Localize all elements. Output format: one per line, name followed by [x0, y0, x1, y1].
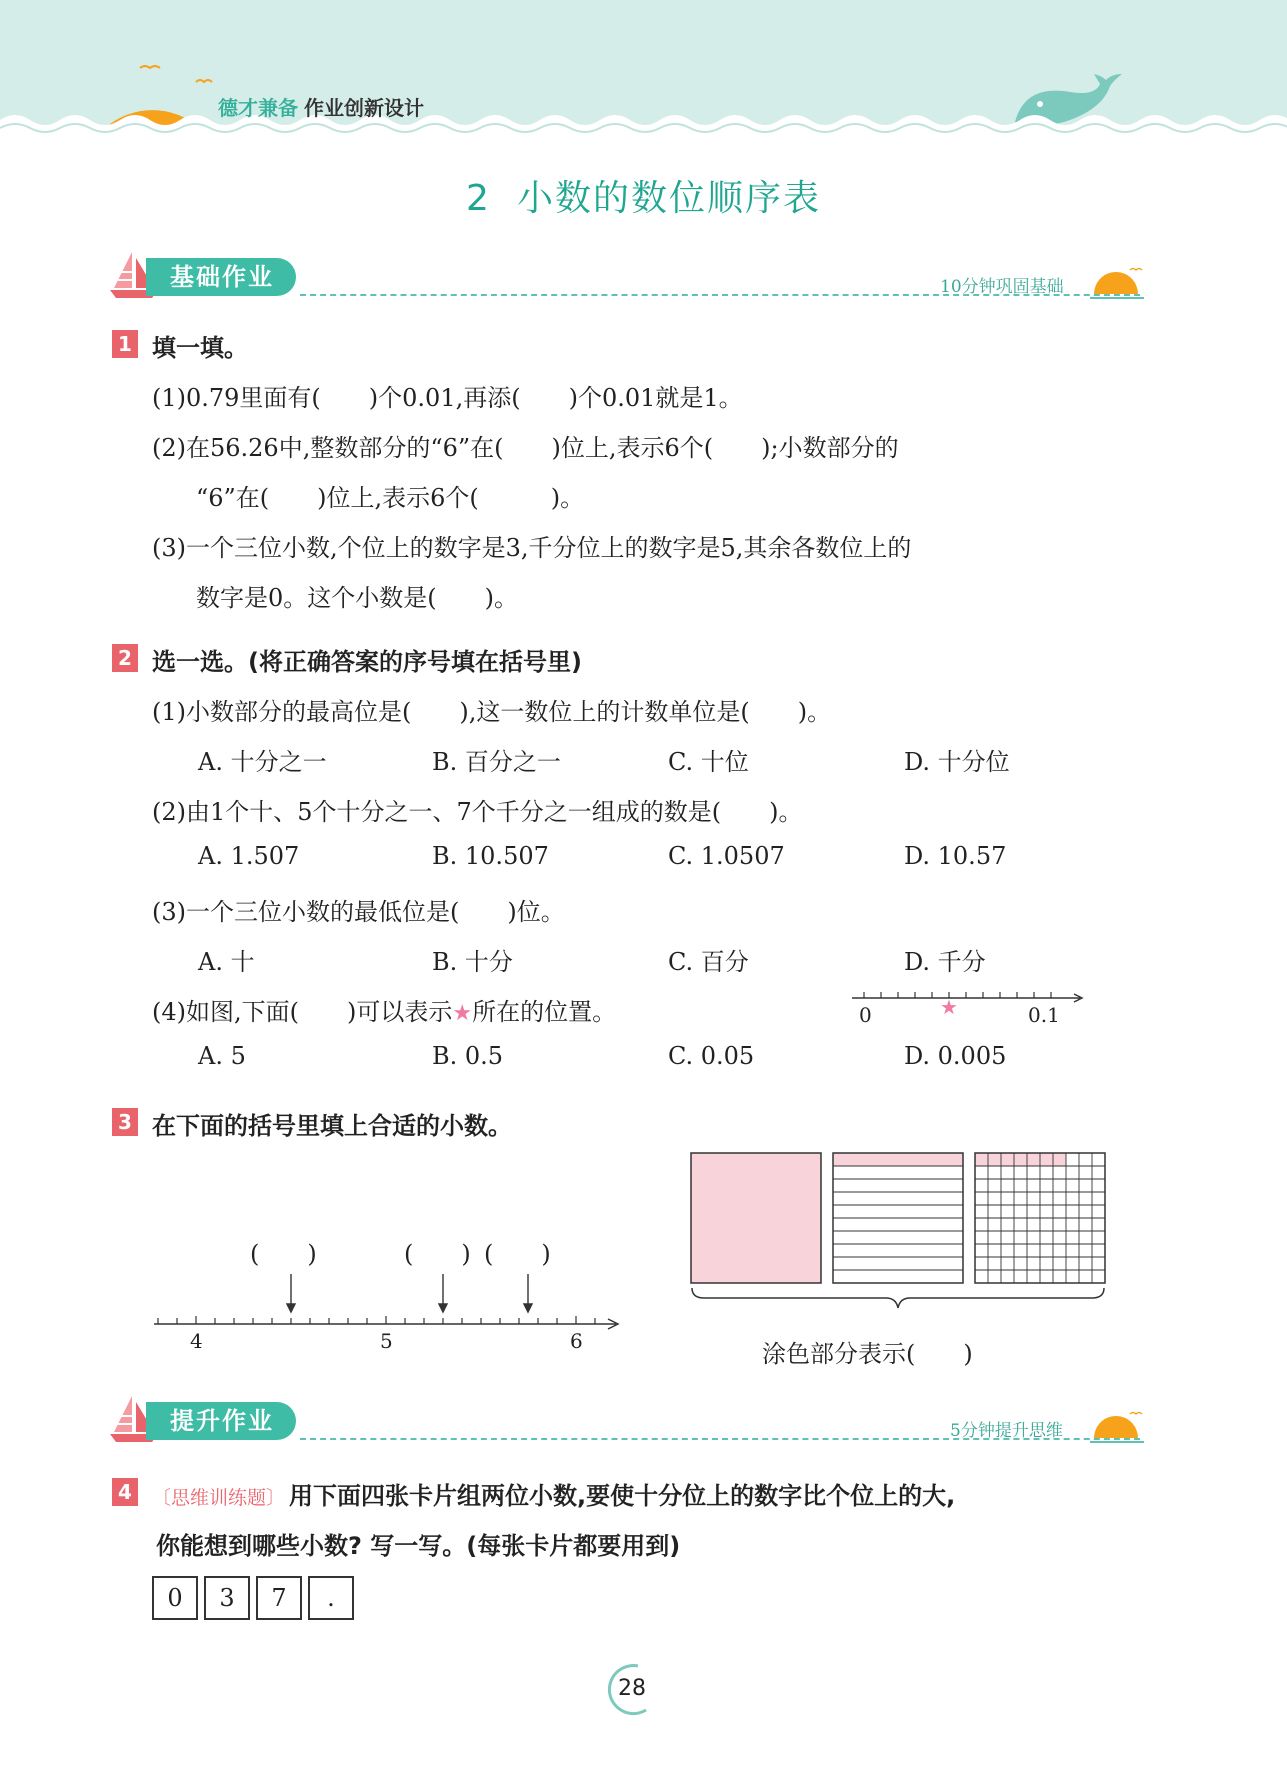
card-0: 0 — [152, 1576, 198, 1620]
q3-blank-3: ( ) — [484, 1240, 551, 1268]
q1-line-2: (2)在56.26中,整数部分的“6”在( )位上,表示6个( );小数部分的 — [152, 434, 899, 462]
q2-3-option-a: A. 十 — [198, 948, 255, 976]
q3-axis-ticks — [158, 1316, 595, 1324]
q2-4-stem — [152, 992, 616, 1027]
lesson-title: 小数的数位顺序表 — [516, 178, 821, 219]
q2-1-option-c: C. 十位 — [668, 748, 749, 776]
q2-1-option-b: B. 百分之一 — [432, 748, 561, 776]
q4-tag: 〔思维训练题〕 — [152, 1487, 286, 1509]
grid-whole-square — [691, 1153, 821, 1283]
q4-line-1-text: 用下面四张卡片组两位小数,要使十分位上的数字比个位上的大, — [289, 1482, 956, 1510]
q2-4-option-b: B. 0.5 — [432, 1042, 504, 1070]
card-3: 3 — [204, 1576, 250, 1620]
card-7: 7 — [256, 1576, 302, 1620]
q2-3-stem: (3)一个三位小数的最低位是( )位。 — [152, 898, 565, 926]
q3-axis-label-6: 6 — [570, 1329, 583, 1353]
q3-axis-label-4: 4 — [190, 1329, 203, 1353]
header-banner — [0, 0, 1287, 140]
q2-4-option-d: D. 0.005 — [904, 1042, 1007, 1070]
q2-2-option-c: C. 1.0507 — [668, 842, 785, 870]
small-sun-icon — [1090, 262, 1150, 302]
q2-2-option-d: D. 10.57 — [904, 842, 1007, 870]
q1-line-1: (1)0.79里面有( )个0.01,再添( )个0.01就是1。 — [152, 384, 743, 412]
q3-grid-caption: 涂色部分表示( ) — [762, 1340, 973, 1368]
page-title — [0, 170, 1287, 221]
mini-axis-star-icon: ★ — [940, 995, 958, 1019]
q3-title: 在下面的括号里填上合适的小数。 — [152, 1112, 512, 1140]
q2-4-stem-after: 所在的位置。 — [472, 998, 617, 1026]
q2-1-option-a: A. 十分之一 — [198, 748, 327, 776]
page-number: 28 — [618, 1676, 646, 1701]
section-up-tag: 提升作业 — [146, 1402, 296, 1440]
bird-icon — [140, 66, 160, 68]
grid-tenths-square — [833, 1153, 963, 1283]
bird-icon-2 — [196, 80, 212, 82]
q2-1-stem: (1)小数部分的最高位是( ),这一数位上的计数单位是( )。 — [152, 698, 832, 726]
q3-blank-1: ( ) — [250, 1240, 317, 1268]
q2-4-option-c: C. 0.05 — [668, 1042, 755, 1070]
star-icon: ★ — [452, 1001, 473, 1026]
q1-line-3: “6”在( )位上,表示6个( )。 — [196, 484, 585, 512]
card-dot: . — [308, 1576, 354, 1620]
brand-title — [218, 92, 424, 121]
section-basic-note: 10分钟巩固基础 — [940, 277, 1064, 297]
q3-number: 3 — [112, 1108, 138, 1136]
q3-axis-label-5: 5 — [380, 1329, 393, 1353]
lesson-number: 2 — [466, 178, 491, 219]
q2-3-option-d: D. 千分 — [904, 948, 986, 976]
grid-hundredths-square — [975, 1153, 1105, 1283]
q2-3-option-c: C. 百分 — [668, 948, 749, 976]
q2-title: 选一选。(将正确答案的序号填在括号里) — [152, 648, 582, 676]
q1-line-4: (3)一个三位小数,个位上的数字是3,千分位上的数字是5,其余各数位上的 — [152, 534, 912, 562]
q2-2-stem: (2)由1个十、5个十分之一、7个千分之一组成的数是( )。 — [152, 798, 803, 826]
q2-2-option-a: A. 1.507 — [198, 842, 300, 870]
q2-1-option-d: D. 十分位 — [904, 748, 1010, 776]
q3-blank-2: ( ) — [404, 1240, 471, 1268]
q3-number-line — [150, 1260, 630, 1353]
grid-brace — [692, 1288, 1104, 1308]
q1-line-5: 数字是0。这个小数是( )。 — [196, 584, 518, 612]
mini-number-line — [850, 986, 1090, 1026]
q3-arrows — [287, 1274, 532, 1312]
q3-grid-figure — [690, 1152, 1110, 1322]
q4-line-2: 你能想到哪些小数? 写一写。(每张卡片都要用到) — [156, 1532, 681, 1560]
header-decoration — [0, 0, 1287, 140]
mini-axis-start: 0 — [859, 1003, 872, 1027]
brand-green: 德才兼备 — [218, 96, 298, 120]
q1-title: 填一填。 — [152, 334, 248, 362]
q4-number: 4 — [112, 1478, 138, 1506]
q4-line-1 — [152, 1476, 955, 1511]
small-sun-icon-2 — [1090, 1406, 1150, 1446]
section-up-note: 5分钟提升思维 — [950, 1421, 1063, 1441]
mini-axis-end: 0.1 — [1028, 1003, 1060, 1027]
brand-dark: 作业创新设计 — [304, 96, 424, 120]
q2-2-option-b: B. 10.507 — [432, 842, 549, 870]
q2-4-stem-before: (4)如图,下面( )可以表示 — [152, 998, 453, 1026]
q2-number: 2 — [112, 644, 138, 672]
q2-3-option-b: B. 十分 — [432, 948, 513, 976]
section-basic-tag: 基础作业 — [146, 258, 296, 296]
q1-number: 1 — [112, 330, 138, 358]
q2-4-option-a: A. 5 — [198, 1042, 246, 1070]
